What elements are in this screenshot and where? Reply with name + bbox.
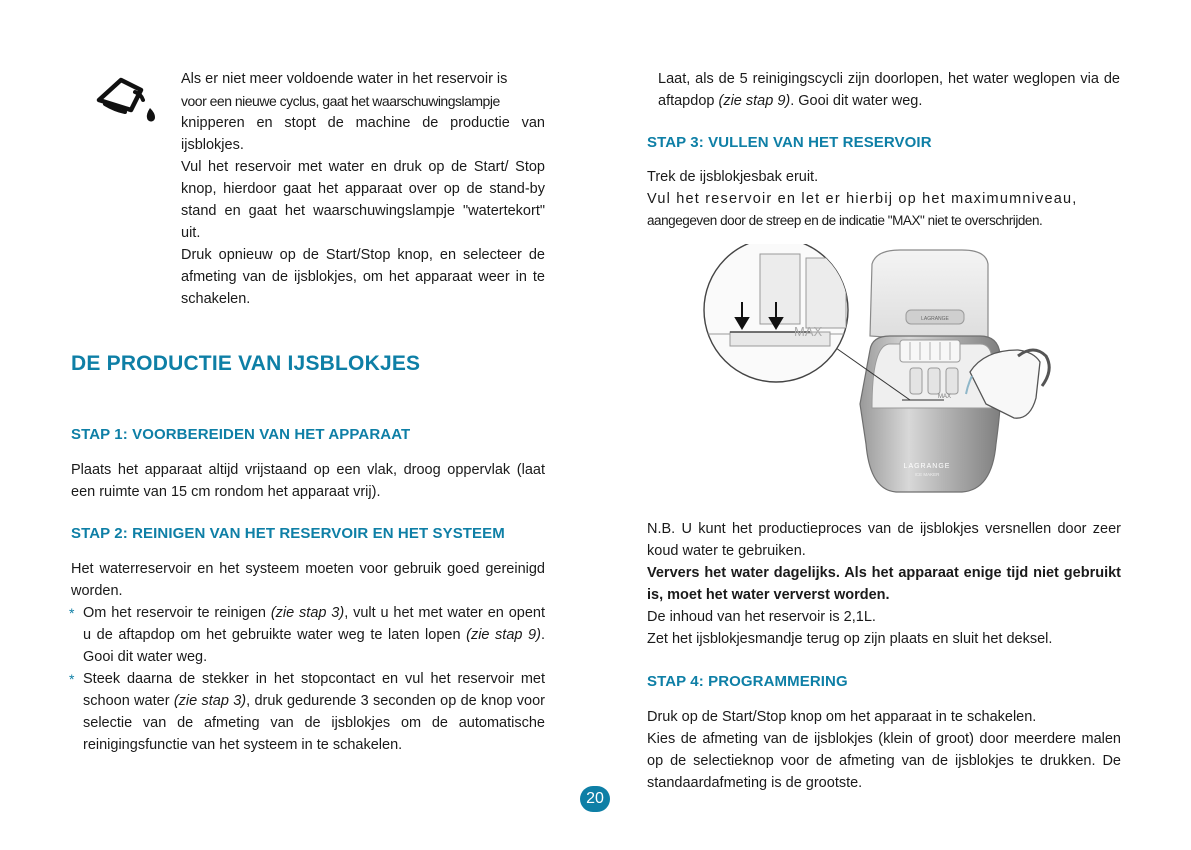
step1-text: Plaats het apparaat altijd vrijstaand op een vlak, droog oppervlak (laat een ruimte van 15 cm rondom het apparaat vrij).: [71, 462, 545, 500]
step4-body: [647, 706, 1121, 794]
speed-note: N.B. U kunt het productieproces van de ijsblokjes versnellen door zeer koud water te gebruiken.: [647, 521, 1121, 559]
step3-line-2: Vul het reservoir en let er hierbij op het maximumniveau,: [647, 191, 1078, 207]
step2-title: STAP 2: REINIGEN VAN HET RESERVOIR EN HET SYSTEEM: [71, 525, 505, 542]
step3-line-1: Trek de ijsblokjesbak eruit.: [647, 169, 819, 185]
step2-b2-ref: (zie stap 3): [173, 693, 247, 709]
step2-bullet-2: [71, 668, 545, 756]
step2-b2-text: Steek daarna de stekker in het stopcontact en vul het reservoir met schoon water: [83, 671, 545, 709]
warning-paragraph-refill: Vul het reservoir met water en druk op de Start/ Stop knop, hierdoor gaat het apparaat over op de stand-by stand en gaat het waarschuwingslampje "watertekort" uit.: [181, 159, 545, 241]
step2-b1-text: Om het reservoir te reinigen: [83, 605, 271, 621]
step4-line-1: Druk op de Start/Stop knop om het apparaat in te schakelen.: [647, 709, 1037, 725]
reservoir-max-small: MAX: [938, 394, 952, 400]
warning-text-block: [181, 68, 545, 310]
panel-brand-label: LAGRANGE: [921, 316, 949, 322]
step2-b2-post: , druk gedurende 3 seconden op de knop voor selectie van de afmeting van de ijsblokjes om de automatische reinigingsfunctie van het systeem in te schakelen.: [83, 693, 545, 753]
max-label: MAX: [794, 324, 823, 339]
step4-paragraph: Kies de afmeting van de ijsblokjes (klein of groot) door meerdere malen op de selectieknop voor de afmeting van de ijsblokjes te drukken. De standaardafmeting is de grootste.: [647, 731, 1121, 791]
step3-line-3: aangegeven door de streep en de indicatie "MAX" niet te overschrijden.: [647, 213, 1043, 228]
warning-paragraph-restart: Druk opnieuw op de Start/Stop knop, en selecteer de afmeting van de ijsblokjes, om het apparaat weer in te schakelen.: [181, 247, 545, 307]
step2-b1-mid: , vult u het met water en opent u de aftapdop om het gebruikte water weg te laten lopen: [83, 605, 545, 643]
capacity-note: De inhoud van het reservoir is 2,1L.: [647, 609, 876, 625]
brand-sub-label: ICE MAKER: [914, 472, 940, 477]
right-intro-post: . Gooi dit water weg.: [790, 93, 923, 109]
step2-b1-ref: (zie stap 3): [270, 605, 345, 621]
right-intro-text: Laat, als de 5 reinigingscycli zijn doorlopen, het water weglopen via de aftapdop: [658, 71, 1120, 109]
basket-note: Zet het ijsblokjesmandje terug op zijn plaats en sluit het deksel.: [647, 631, 1053, 647]
warning-line-1: Als er niet meer voldoende water in het reservoir is: [181, 71, 508, 87]
step2-body: [71, 558, 545, 756]
step1-title: STAP 1: VOORBEREIDEN VAN HET APPARAAT: [71, 426, 411, 443]
warning-line-3: knipperen en stopt de machine de productie van ijsblokjes.: [181, 115, 545, 153]
brand-label: LAGRANGE: [903, 463, 951, 470]
step3-body: [647, 166, 1121, 232]
step2-b1-ref2: (zie stap 9): [466, 627, 541, 643]
water-warning-icon: [95, 74, 161, 124]
warning-line-2: voor een nieuwe cyclus, gaat het waarschuwingslampje: [181, 93, 500, 109]
notes-block: [647, 518, 1121, 650]
bullet-star-icon: *: [69, 671, 75, 687]
step2-intro: Het waterreservoir en het systeem moeten voor gebruik goed gereinigd worden.: [71, 561, 545, 599]
section-title: DE PRODUCTIE VAN IJSBLOKJES: [71, 352, 421, 375]
page-number: 20: [580, 786, 610, 812]
step3-title: STAP 3: VULLEN VAN HET RESERVOIR: [647, 134, 932, 151]
step2-b1-post: . Gooi dit water weg.: [83, 627, 545, 665]
step4-title: STAP 4: PROGRAMMERING: [647, 673, 848, 690]
step2-bullet-1: [71, 602, 545, 668]
right-intro-ref: (zie stap 9): [718, 93, 791, 109]
bullet-star-icon: *: [69, 605, 75, 621]
right-intro: [658, 68, 1120, 112]
ice-maker-illustration: [700, 244, 1070, 502]
refresh-water-warning: Ververs het water dagelijks. Als het apparaat enige tijd niet gebruikt is, moet het water ververst worden.: [647, 565, 1121, 603]
